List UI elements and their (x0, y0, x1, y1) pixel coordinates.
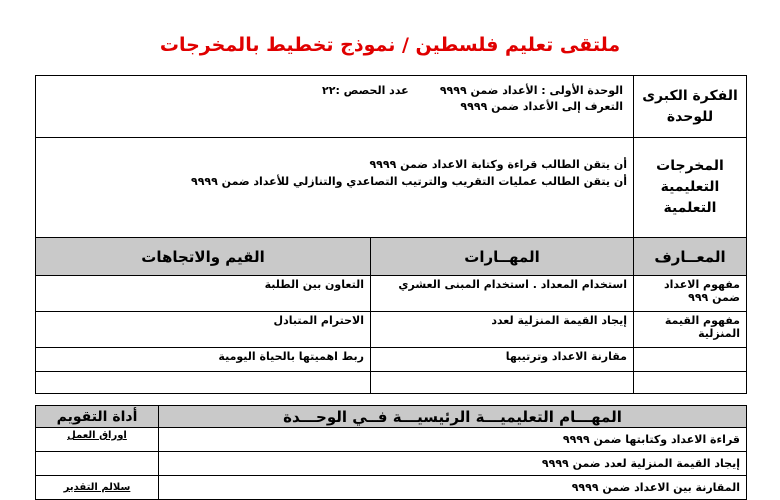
tasks-header: المهـــام التعليميـــة الرئيسيـــة فــي الوحـــدة (159, 406, 747, 428)
values-cell: الاحترام المتبادل (36, 312, 371, 348)
task-cell: إيجاد القيمة المنزلية لعدد ضمن ٩٩٩٩ (159, 452, 747, 476)
outcome-line-2: أن يتقن الطالب عمليات التقريب والترتيب التصاعدي والتنازلي للأعداد ضمن ٩٩٩٩ (190, 175, 627, 188)
skills-cell (371, 372, 634, 394)
knowledge-cell: مفهوم القيمة المنزلية (634, 312, 747, 348)
knowledge-cell: مفهوم الاعداد ضمن ٩٩٩ (634, 276, 747, 312)
unit-content (36, 76, 634, 138)
header-knowledge: المعــارف (634, 238, 747, 276)
tool-header: أداة التقويم (36, 406, 159, 428)
header-values: القيم والاتجاهات (36, 238, 371, 276)
unit-label-text: الفكرة الكبرى للوحدة (642, 87, 738, 125)
task-cell: المقارنة بين الاعداد ضمن ٩٩٩٩ (159, 476, 747, 500)
table-row (36, 348, 747, 372)
outcome-line-1: أن يتقن الطالب قراءة وكتابة الاعداد ضمن ٩٩٩٩ (369, 158, 627, 171)
outcomes-label (634, 138, 747, 238)
values-cell: التعاون بين الطلبة (36, 276, 371, 312)
table-row (36, 476, 747, 500)
page-title: ملتقى تعليم فلسطين / نموذج تخطيط بالمخرجات (159, 34, 621, 56)
table-row (36, 312, 747, 348)
table-row (36, 372, 747, 394)
tool-cell: اوراق العمل (36, 428, 159, 452)
table-row (36, 276, 747, 312)
table-row (36, 428, 747, 452)
table-row (36, 452, 747, 476)
planning-table (35, 75, 747, 394)
values-cell: ربط اهميتها بالحياة اليومية (36, 348, 371, 372)
unit-line-2: التعرف إلى الأعداد ضمن ٩٩٩٩ (460, 100, 623, 113)
unit-line-1: الوحدة الأولى : الأعداد ضمن ٩٩٩٩ (439, 84, 623, 97)
values-cell (36, 372, 371, 394)
tool-cell: سلالم التقدير (36, 476, 159, 500)
skills-cell: إيجاد القيمة المنزلية لعدد (371, 312, 634, 348)
skills-cell: مقارنة الاعداد وترتيبها (371, 348, 634, 372)
knowledge-cell (634, 348, 747, 372)
knowledge-cell (634, 372, 747, 394)
outcomes-label-text: المخرجات التعليمية التعلمية (656, 158, 724, 216)
tasks-table (35, 405, 747, 500)
tool-cell (36, 452, 159, 476)
unit-label (634, 76, 747, 138)
outcomes-content (36, 138, 634, 238)
header-skills: المهــارات (371, 238, 634, 276)
skills-cell: استخدام المعداد . استخدام المبنى العشري (371, 276, 634, 312)
task-cell: قراءة الاعداد وكتابتها ضمن ٩٩٩٩ (159, 428, 747, 452)
unit-periods: عدد الحصص :٢٢ (322, 84, 409, 97)
